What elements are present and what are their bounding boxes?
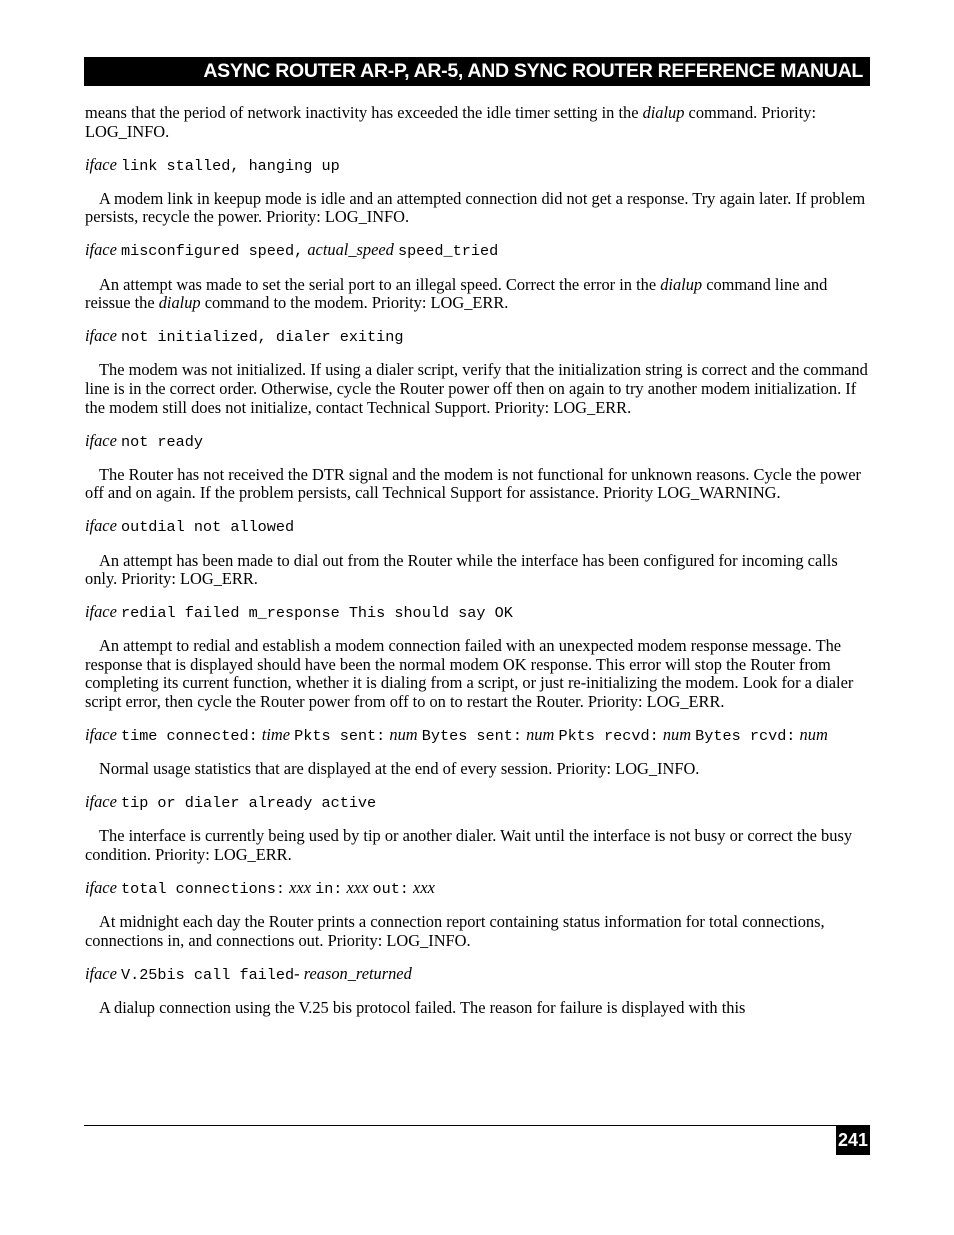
iface-variable: iface bbox=[85, 240, 117, 260]
description-emphasis: dialup bbox=[158, 293, 201, 313]
message-variable: num bbox=[389, 725, 418, 745]
message-text: misconfigured speed, bbox=[120, 242, 304, 261]
message-text: link stalled, hanging up bbox=[120, 156, 340, 175]
iface-variable: iface bbox=[85, 878, 117, 898]
message-text: Bytes rcvd: bbox=[695, 727, 796, 746]
message-variable: xxx bbox=[346, 878, 369, 898]
running-header: ASYNC ROUTER AR-P, AR-5, AND SYNC ROUTER REFERENCE MANUAL bbox=[84, 57, 870, 86]
message-text: tip or dialer already active bbox=[120, 794, 377, 813]
message-text: not ready bbox=[120, 432, 203, 451]
message-variable: reason_returned bbox=[303, 963, 412, 983]
iface-variable: iface bbox=[85, 963, 117, 983]
message-description: The modem was not initialized. If using a dialer script, verify that the initialization string is correct and the command line is in the correct order. Otherwise, cycle the Router power off then on again to try another modem initialization. If the modem still does not initialize, contact Technical Support. Priority: LOG_ERR. bbox=[85, 360, 868, 417]
message-text: out: bbox=[372, 880, 409, 899]
iface-variable: iface bbox=[85, 326, 117, 346]
message-entry-not-initialized bbox=[85, 327, 870, 347]
message-entry-tip-or-dialer-active bbox=[85, 793, 870, 813]
message-description: A modem link in keepup mode is idle and an attempted connection did not get a response. Try again later. If problem persists, recycle the power. Priority: LOG_INFO. bbox=[85, 188, 866, 227]
message-text: total connections: bbox=[120, 880, 286, 899]
description-text: command line and reissue the bbox=[85, 274, 828, 313]
message-variable: actual_speed bbox=[307, 240, 394, 260]
message-entry-v25bis-call-failed bbox=[85, 965, 870, 985]
iface-variable: iface bbox=[85, 602, 117, 622]
message-variable: xxx bbox=[289, 878, 311, 898]
message-text: V.25bis call failed bbox=[120, 965, 295, 984]
message-description: The interface is currently being used by tip or another dialer. Wait until the interface is not busy or correct the busy condition. Priority: LOG_ERR. bbox=[85, 826, 853, 865]
message-entry-total-connections bbox=[85, 879, 870, 899]
page-body bbox=[85, 104, 870, 1032]
message-variable: num bbox=[526, 725, 555, 745]
iface-variable: iface bbox=[85, 725, 117, 745]
message-text: Pkts sent: bbox=[294, 727, 386, 746]
message-entry-link-stalled bbox=[85, 156, 870, 176]
iface-variable: iface bbox=[85, 792, 117, 812]
message-separator: - bbox=[294, 963, 300, 983]
message-variable: num bbox=[662, 725, 692, 745]
message-text: redial failed m_response This should say OK bbox=[120, 604, 513, 623]
message-description: The Router has not received the DTR signal and the modem is not functional for unknown reasons. Cycle the power off and on again. If the problem persists, call Technical Support for assistance. Priority LOG_WARNING. bbox=[85, 464, 861, 503]
intro-text: means that the period of network inactivity has exceeded the idle timer setting in the bbox=[85, 103, 643, 122]
message-description bbox=[85, 276, 870, 313]
message-entry-outdial-not-allowed bbox=[85, 517, 870, 537]
message-description: At midnight each day the Router prints a connection report containing status information for total connections, connections in, and connections out. Priority: LOG_INFO. bbox=[85, 912, 825, 950]
message-text: Bytes sent: bbox=[421, 727, 522, 746]
message-variable: num bbox=[799, 725, 828, 745]
page-number: 241 bbox=[836, 1125, 870, 1155]
message-text: outdial not allowed bbox=[120, 518, 295, 537]
message-entry-time-connected bbox=[85, 726, 870, 746]
message-text: in: bbox=[315, 880, 343, 899]
description-text: command to the modem. Priority: LOG_ERR. bbox=[200, 293, 509, 313]
message-variable: xxx bbox=[413, 878, 435, 898]
message-text: speed_tried bbox=[397, 242, 499, 261]
intro-emphasis: dialup bbox=[642, 103, 685, 122]
iface-variable: iface bbox=[85, 430, 117, 450]
description-text: An attempt was made to set the serial port to an illegal speed. Correct the error in the bbox=[99, 274, 661, 294]
message-description: An attempt to redial and establish a modem connection failed with an unexpected modem response message. The response that is displayed should have been the normal modem OK response. This error will stop the Router from completing its current function, whether it is dialing from a script, or just re-initializing the modem. Look for a dialer script error, then cycle the Router power from off to on to restart the Router. Priority: LOG_ERR. bbox=[85, 636, 854, 712]
message-entry-misconfigured-speed bbox=[85, 241, 870, 261]
message-description: Normal usage statistics that are displayed at the end of every session. Priority: LOG_INFO. bbox=[99, 759, 700, 779]
iface-variable: iface bbox=[85, 154, 117, 174]
message-text: time connected: bbox=[120, 727, 258, 746]
message-description: A dialup connection using the V.25 bis protocol failed. The reason for failure is displayed with this bbox=[99, 998, 746, 1017]
message-entry-not-ready bbox=[85, 432, 870, 452]
message-description: An attempt has been made to dial out from the Router while the interface has been configured for incoming calls only. Priority: LOG_ERR. bbox=[85, 550, 838, 589]
footer-rule bbox=[84, 1125, 870, 1126]
iface-variable: iface bbox=[85, 516, 117, 536]
message-entry-redial-failed bbox=[85, 603, 870, 623]
description-emphasis: dialup bbox=[660, 274, 703, 294]
intro-paragraph bbox=[85, 104, 870, 141]
message-variable: time bbox=[261, 725, 291, 745]
message-text: Pkts recvd: bbox=[558, 727, 659, 746]
intro-text-end: command. Priority: LOG_INFO. bbox=[85, 103, 817, 141]
message-text: not initialized, dialer exiting bbox=[120, 328, 404, 347]
